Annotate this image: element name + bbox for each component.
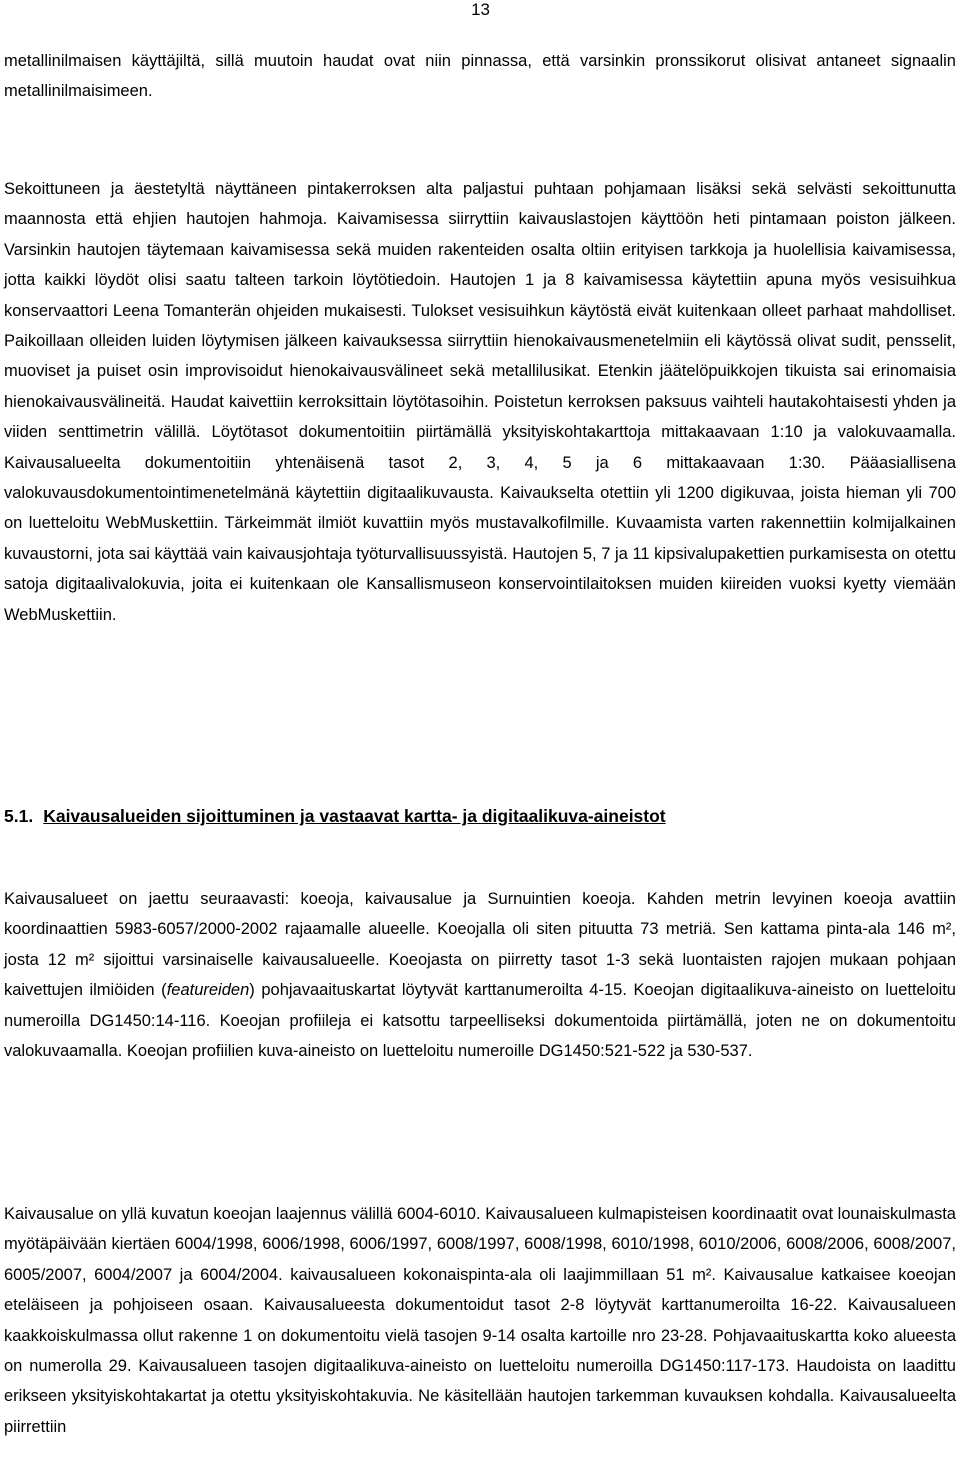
paragraph-excavation-area-details: Kaivausalue on yllä kuvatun koeojan laajennus välillä 6004-6010. Kaivausalueen kulmapisteisen koordinaatit ovat lounaiskulmasta myötäpäivään kiertäen 6004/1998, 6006/1998, 6006/1997, 6008/1997, 6008/1998, 6010/1998, 6010/2006, 6008/2006, 6008/2007, 6005/2007, 6004/2007 ja 6004/2004. kaivausalueen kokonaispinta-ala oli laajimmillaan 51 m². Kaivausalue katkaisee koeojan eteläiseen ja pohjoiseen osaan. Kaivausalueesta dokumentoidut tasot 2-8 löytyvät karttanumeroilta 16-22. Kaivausalueen kaakkoiskulmassa ollut rakenne 1 on dokumentoitu vielä tasojen 9-14 osalta kartoille nro 23-28. Pohjavaaituskartta koko alueesta on numerolla 29. Kaivausalueen tasojen digitaalikuva-aineisto on luetteloitu numeroilla DG1450:117-173. Haudoista on laadittu erikseen yksityiskohtakartat ja otettu yksityiskohtakuvia. Ne käsitellään hautojen tarkemman kuvauksen kohdalla. Kaivausalueelta piirrettiin — [4, 1205, 956, 1436]
page-number: 13 — [471, 0, 490, 19]
section-title: Kaivausalueiden sijoittuminen ja vastaavat kartta- ja digitaalikuva-aineistot — [43, 806, 666, 826]
paragraph-text: ) pohjavaaituskartat löytyvät karttanumeroilta 4-15. Koeojan digitaalikuva-aineisto on luetteloitu numeroilla DG1450:14-116. Koeojan profiileja ei katsottu tarpeelliseksi dokumentoida piirtämällä, joten ne on dokumentoitu valokuvaamalla. Koeojan profiilien kuva-aineisto on luetteloitu numeroille DG1450:521-522 ja 530-537. — [4, 981, 956, 1061]
italic-term: featureiden — [166, 981, 250, 1000]
paragraph-excavation-methods: Sekoittuneen ja äestetyltä näyttäneen pintakerroksen alta paljastui puhtaan pohjamaan lisäksi sekä selvästi sekoittunutta maannosta että ehjien hautojen hahmoja. Kaivamisessa siirryttiin kaivauslastojen käyttöön heti pintamaan poiston jälkeen. Varsinkin hautojen täytemaan kaivamisessa sekä muiden rakenteiden osalta oltiin erityisen tarkkoja ja huolellisia kaivamisessa, jotta kaikki löydöt olisi saatu talteen tarkoin löytötiedoin. Hautojen 1 ja 8 kaivamisessa käytettiin apuna myös vesisuihkua konservaattori Leena Tomanterän ohjeiden mukaisesti. Tulokset vesisuihkun käytöstä eivät kuitenkaan olleet parhaat mahdolliset. Paikoillaan olleiden luiden löytymisen jälkeen kaivauksessa siirryttiin hienokaivausmenetelmiin eli käytössä olivat sudit, pensselit, muoviset ja puiset osin improvisoidut hienokaivausvälineet sekä metallilusikat. Etenkin jäätelöpuikkojen tikuista sai erinomaisia hienokaivausvälineitä. Haudat kaivettiin kerroksittain löytötasoihin. Poistetun kerroksen paksuus vaihteli hautakohtaisesti yhden ja viiden senttimetrin välillä. Löytötasot dokumentoitiin piirtämällä yksityiskohtakarttoja mittakaavaan 1:10 ja valokuvaamalla. Kaivausalueelta dokumentoitiin yhtenäisenä tasot 2, 3, 4, 5 ja 6 mittakaavaan 1:30. Pääasiallisena valokuvausdokumentointimenetelmänä käytettiin digitaalikuvausta. Kaivaukselta otettiin yli 1200 digikuvaa, joista hieman yli 700 on luetteloitu WebMuskettiin. Tärkeimmät ilmiöt kuvattiin myös mustavalkofilmille. Kuvaamista varten rakennettiin kolmijalkainen kuvaustorni, jota sai käyttää vain kaivausjohtaja työturvallisuussyistä. Hautojen 5, 7 ja 11 kipsivalupakettien purkamisesta on otettu satoja digitaalivalokuvia, joita ei kuitenkaan ole Kansallismuseon konservointilaitoksen muiden kiireiden vuoksi kyetty viemään WebMuskettiin. — [4, 180, 956, 624]
paragraph-text: Kaivausalueet on jaettu seuraavasti: koeoja, kaivausalue ja Surnuintien koeoja. Kahden metrin levyinen koeoja avattiin koordinaattien 5983-6057/2000-2002 rajaamalle alueelle. Koeojalla oli siten pituutta 73 metriä. Sen kattama pinta-ala 146 m², josta 12 m² sijoittui varsinaiselle kaivausalueelle. Koeojasta on piirretty tasot 1-3 sekä luontaisten rajojen mukaan pohjaan kaivettujen ilmiöiden ( — [4, 890, 956, 1000]
paragraph-excavation-areas — [4, 884, 956, 1066]
paragraph-intro: metallinilmaisen käyttäjiltä, sillä muutoin haudat ovat niin pinnassa, että varsinkin pronssikorut olisivat antaneet signaalin metallinilmaisimeen. — [4, 52, 956, 101]
section-heading — [4, 802, 666, 830]
section-number: 5.1. — [4, 806, 34, 826]
